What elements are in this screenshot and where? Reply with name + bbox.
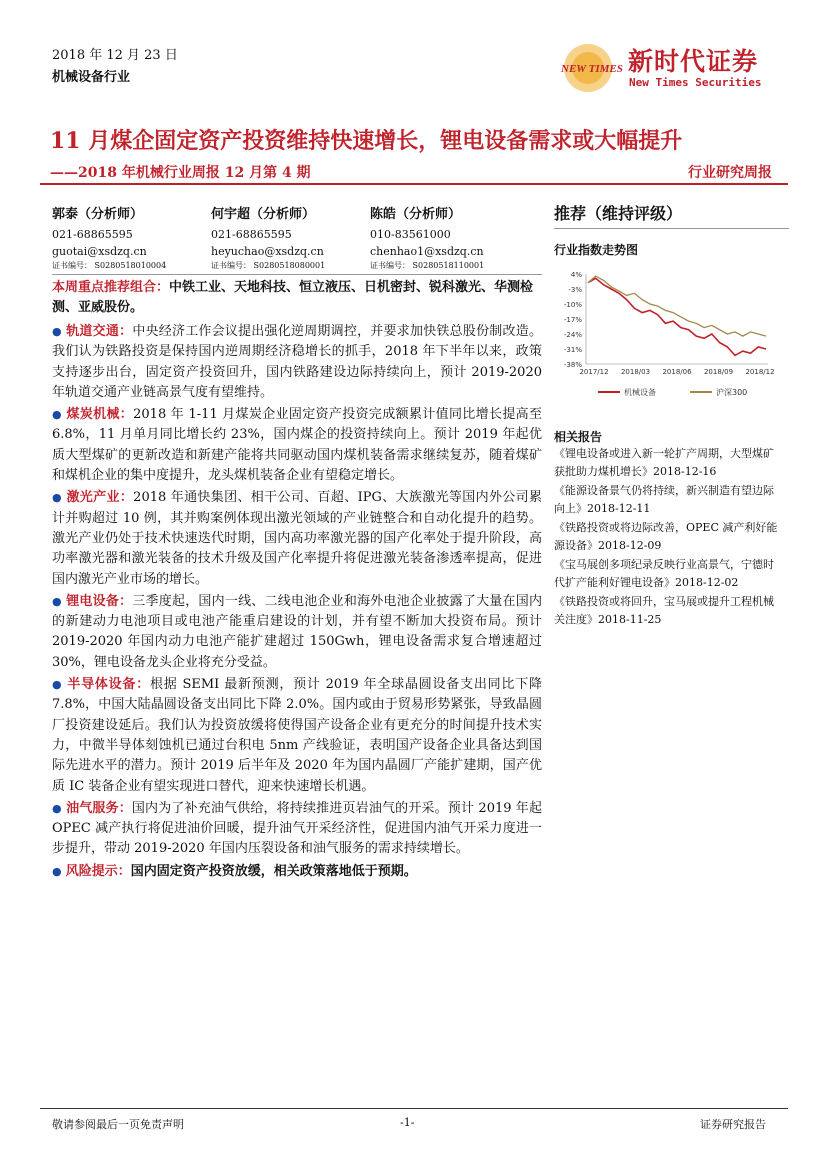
x-tick-label: 2018/09 <box>703 368 734 376</box>
footer-divider <box>40 1108 788 1109</box>
section-paragraph <box>52 488 542 589</box>
section-text: 三季度起，国内一线、二线电池企业和海外电池企业披露了大量在国内的新建动力电池项目或电池产能重启建设的计划，并有望不断加大投资布局。预计 2019-2020 年国内动力电池产能扩建超过 150Gwh，锂电设备需求复合增速超过 30%，锂电设备龙头企业将充分受益。 <box>52 593 542 670</box>
related-reports-list <box>554 445 784 630</box>
analyst-email[interactable]: heyuchao@xsdzq.cn <box>211 245 324 258</box>
x-tick-label: 2018/12 <box>745 368 775 376</box>
related-report-link[interactable]: 《铁路投资或将边际改善，OPEC 减产利好能源设备》2018-12-09 <box>554 521 778 552</box>
related-report-link[interactable]: 《能源设备景气仍将持续，新兴制造有望边际向上》2018-12-11 <box>554 484 774 515</box>
section-paragraph <box>52 592 542 673</box>
report-date: 2018 年 12 月 23 日 <box>52 48 178 63</box>
analyst-divider <box>52 274 542 275</box>
analyst-phone: 021-68865595 <box>211 228 292 241</box>
y-tick-label: -24% <box>563 331 582 339</box>
footer-report-type: 证券研究报告 <box>700 1118 766 1131</box>
bullet-icon: ● <box>52 678 63 692</box>
section-text: 国内为了补充油气供给，将持续推进页岩油气的开采。预计 2019 年起 OPEC 减产执行将促进油价回暖，提升油气开采经济性，促进国内油气开采力度进一步提升，带动 2019-2020 年国内压裂设备和油气服务的需求持续增长。 <box>52 800 542 857</box>
related-report-link[interactable]: 《宝马展创多项纪录反映行业高景气，宁德时代扩产能利好锂电设备》2018-12-02 <box>554 558 774 589</box>
analyst-phone: 010-83561000 <box>370 228 451 241</box>
y-tick-label: -38% <box>563 361 582 369</box>
focus-label: 本周重点推荐组合： <box>52 280 170 295</box>
bullet-icon: ● <box>52 325 62 338</box>
rating-divider <box>554 228 789 229</box>
section-paragraph <box>52 322 542 403</box>
analyst-email[interactable]: chenhao1@xsdzq.cn <box>370 245 484 258</box>
section-text: 2018 年 1-11 月煤炭企业固定资产投资完成额累计值同比增长提高至 6.8%，11 月单月同比增长约 23%，国内煤企的投资持续向上。预计 2019 年起优质大型煤矿的更新改造和新建产能将共同驱动国内煤机装备需求继续复苏，随着煤矿和煤机企业的集中度提升，龙头煤机装备企业有望稳定增长。 <box>52 407 542 484</box>
risk-text: 国内固定资产投资放缓，相关政策落地低于预期。 <box>130 863 417 879</box>
section-paragraph <box>52 675 542 797</box>
report-subtitle: ——2018 年机械行业周报 12 月第 4 期 <box>50 165 311 181</box>
analyst-card <box>211 203 371 272</box>
bullet-icon: ● <box>52 864 62 878</box>
logo-name-cn: 新时代证券 <box>628 47 759 76</box>
section-text: 2018 年通快集团、相干公司、百超、IPG、大族激光等国内外公司累计并购超过 10 例，其并购案例体现出激光领域的产业链整合和自动化提升的趋势。激光产业仍处于技术快速迭代时期，国内高功率激光器的国产化率处于提升阶段，高功率激光器和激光装备的技术升级及国产化率提升将促进激光装备渗透率提高，促进国内激光产业市场的增长。 <box>52 490 542 587</box>
y-tick-label: -3% <box>568 286 582 294</box>
section-key: 煤炭机械： <box>66 407 134 423</box>
analyst-cert: 证书编号： S0280518110001 <box>370 261 485 270</box>
index-trend-chart <box>554 268 784 400</box>
y-tick-label: 4% <box>570 271 582 279</box>
focus-stocks: 中铁工业、天地科技、恒立液压、日机密封、锐科激光、华测检测、亚威股份。 <box>52 280 534 315</box>
y-tick-label: -31% <box>563 346 582 354</box>
logo-mark-text: NEW TIMES <box>561 63 623 75</box>
y-tick-label: -10% <box>563 301 582 309</box>
report-body <box>52 322 542 884</box>
analyst-name: 何宇超（分析师） <box>211 207 316 222</box>
x-tick-label: 2017/12 <box>579 368 609 376</box>
section-key: 激光产业： <box>66 490 134 506</box>
section-paragraph <box>52 799 542 860</box>
series-line-1 <box>588 276 766 336</box>
legend-label: 机械设备 <box>624 388 656 397</box>
focus-portfolio <box>52 278 542 318</box>
section-key: 半导体设备： <box>67 677 150 693</box>
sector-label: 机械设备行业 <box>52 70 131 85</box>
section-paragraph <box>52 405 542 486</box>
section-text: 根据 SEMI 最新预测，预计 2019 年全球晶圆设备支出同比下降 7.8%，中国大陆晶圆设备支出同比下降 2.0%。国内或由于贸易形势紧张，导致晶圆厂投资建设延后。我们认为投资放缓将使得国产设备企业有更充分的时间提升技术实力，中微半导体刻蚀机已通过台积电 5nm 产线验证，表明国产设备企业具备达到国际先进水平的潜力。预计 2019 后半年及 2020 年为国内晶圆厂产能扩建期，国产优质 IC 装备企业有望实现进口替代，迎来快速增长机遇。 <box>52 677 542 794</box>
analyst-name: 郭泰（分析师） <box>52 207 144 222</box>
x-tick-label: 2018/03 <box>620 368 651 376</box>
analyst-card <box>52 203 212 272</box>
y-tick-label: -17% <box>563 316 582 324</box>
x-tick-label: 2018/06 <box>662 368 692 376</box>
legend-label: 沪深300 <box>716 388 748 397</box>
related-report-link[interactable]: 《锂电设备或进入新一轮扩产周期，大型煤矿获批助力煤机增长》2018-12-16 <box>554 447 774 478</box>
footer-disclaimer: 敬请参阅最后一页免责声明 <box>52 1118 184 1131</box>
risk-paragraph <box>52 862 542 882</box>
rating-label: 推荐（维持评级） <box>554 204 683 223</box>
bullet-icon: ● <box>52 491 62 505</box>
analyst-phone: 021-68865595 <box>52 228 133 241</box>
analyst-email[interactable]: guotai@xsdzq.cn <box>52 245 147 258</box>
chart-title: 行业指数走势图 <box>554 243 639 257</box>
bullet-icon: ● <box>52 801 62 815</box>
section-text: 中央经济工作会议提出强化逆周期调控，并要求加快铁总股份制改造。我们认为铁路投资是保持国内逆周期经济稳增长的抓手，2018 年下半年以来，政策支持逐步出台，固定资产投资回升，国内铁路建设边际持续向上，预计 2019-2020 年轨道交通产业链高景气度有望维持。 <box>52 324 542 400</box>
bullet-icon: ● <box>52 408 62 422</box>
analyst-card <box>370 203 530 272</box>
section-key: 轨道交通： <box>66 324 133 339</box>
risk-key: 风险提示： <box>65 863 131 879</box>
analyst-name: 陈皓（分析师） <box>370 207 462 222</box>
related-reports-title: 相关报告 <box>554 430 603 444</box>
analyst-cert: 证书编号： S0280518080001 <box>211 261 326 270</box>
report-type: 行业研究周报 <box>688 165 772 181</box>
bullet-icon: ● <box>52 594 62 608</box>
logo-mark-icon <box>556 38 626 98</box>
related-report-link[interactable]: 《铁路投资或将回升，宝马展或提升工程机械关注度》2018-11-25 <box>554 595 774 626</box>
section-key: 锂电设备： <box>66 593 133 609</box>
section-key: 油气服务： <box>66 800 132 816</box>
page-number: -1- <box>400 1116 415 1129</box>
analyst-cert: 证书编号： S0280518010004 <box>52 261 167 270</box>
series-line-0 <box>588 278 766 355</box>
report-title: 11 月煤企固定资产投资维持快速增长，锂电设备需求或大幅提升 <box>50 128 683 154</box>
title-divider <box>40 183 788 185</box>
logo-name-en: New Times Securities <box>629 76 762 89</box>
